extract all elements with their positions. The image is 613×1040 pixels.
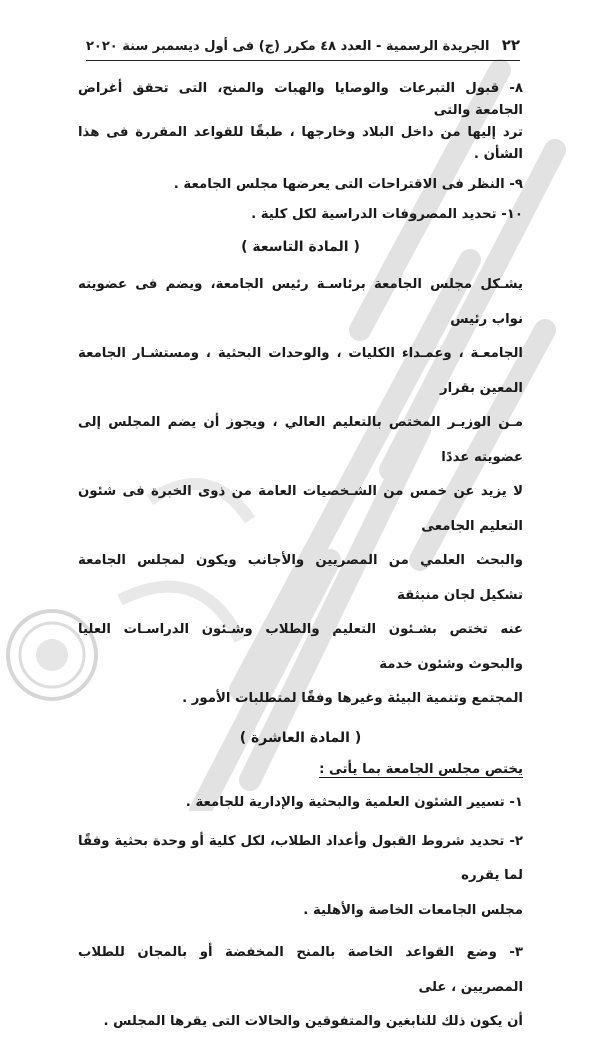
item-line: ٢- تحديد شروط القبول وأعداد الطلاب، لكل كلية أو وحدة بحثية وفقًا لما يقرره (78, 833, 523, 883)
article8-item-9 (78, 174, 523, 196)
article10-item-1 (78, 792, 523, 814)
article9-heading: ( المادة التاسعة ) (241, 239, 360, 255)
paragraph-line: والبحث العلمي من المصريين والأجانب ويكون لمجلس الجامعة تشكيل لجان منبثقة (78, 553, 523, 603)
article10-item-2 (78, 825, 523, 929)
article10-intro (78, 759, 523, 781)
article8-item-10 (78, 204, 523, 226)
item-line: ١- تسيير الشئون العلمية والبحثية والإدارية للجامعة . (185, 794, 523, 810)
paragraph-line: المجتمع وتنمية البيئة وغيرها وفقًا لمتطلبات الأمور . (182, 691, 523, 706)
item-line: أن يكون ذلك للنابغين والمتفوقين والحالات التى يقرها المجلس . (103, 1014, 523, 1029)
item-line: مجلس الجامعات الخاصة والأهلية . (303, 902, 523, 918)
document-body (78, 78, 523, 1040)
paragraph-line: الجامعـة ، وعمـداء الكليات ، والوحدات البحثية ، ومستشـار الجامعة المعين بقرار (78, 346, 523, 396)
article10-item-3 (78, 936, 523, 1040)
paragraph-line: لا يزيد عن خمس من الشـخصيات العامة من ذوى الخبرة فى شئون التعليم الجامعى (78, 484, 523, 534)
paragraph-line: عنه تختص بشـئون التعليم والطلاب وشـئون الدراسـات العليا والبحوث وشئون خدمة (78, 622, 523, 672)
paragraph-line: مـن الوزيـر المختص بالتعليم العالي ، ويجوز أن يضم المجلس إلى عضويته عددًا (78, 415, 523, 465)
intro-text: يختص مجلس الجامعة بما يأتى : (319, 761, 523, 777)
page-number: ٢٢ (501, 36, 520, 54)
article8-item-8 (78, 78, 523, 166)
article9-paragraph (78, 268, 523, 717)
item-line: ترد إليها من داخل البلاد وخارجها ، طبقًا للقواعد المقررة فى هذا الشأن . (78, 125, 523, 162)
article10-heading: ( المادة العاشرة ) (239, 729, 362, 746)
item-line: ١٠- تحديد المصروفات الدراسية لكل كلية . (251, 207, 523, 222)
paragraph-line: يشـكل مجلس الجامعة برئاسـة رئيس الجامعة، ويضم فى عضويته نواب رئيس (78, 277, 523, 327)
item-line: ٩- النظر فى الاقتراحات التى يعرضها مجلس الجامعة . (173, 177, 523, 192)
item-line: ٣- وضع القواعد الخاصة بالمنح المخفضة أو بالمجان للطلاب المصريين ، على (78, 945, 523, 995)
gazette-header (86, 36, 520, 61)
item-line: ٨- قبول التبرعات والوصايا والهبات والمنح، التى تحقق أغراض الجامعة والتى (78, 81, 523, 118)
gazette-title: الجريدة الرسمية - العدد ٤٨ مكرر (ج) فى أول ديسمبر سنة ٢٠٢٠ (86, 39, 490, 54)
